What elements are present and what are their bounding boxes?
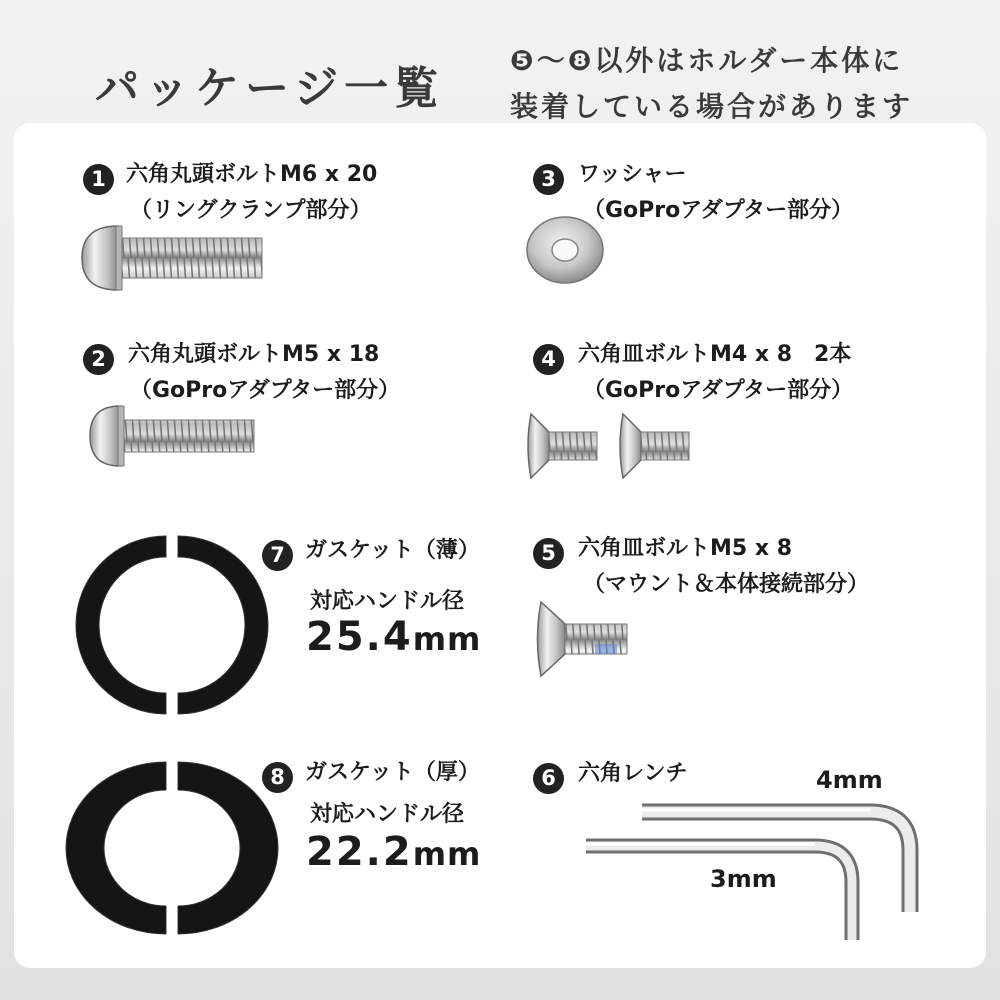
diameter-unit: mm bbox=[412, 620, 482, 658]
item-number-badge: 3 bbox=[533, 164, 564, 195]
item-number-badge: 4 bbox=[533, 344, 564, 375]
washer-icon bbox=[525, 215, 605, 285]
item-number-badge: 6 bbox=[533, 763, 564, 794]
item-label: 六角レンチ bbox=[578, 761, 688, 786]
item-label: 六角丸頭ボルトM5 x 18 bbox=[128, 342, 380, 367]
item-sublabel: （マウント＆本体接続部分） bbox=[583, 572, 870, 597]
item-label: 六角皿ボルトM5 x 8 bbox=[578, 536, 793, 561]
item-label: 六角丸頭ボルトM6 x 20 bbox=[126, 162, 378, 187]
button-head-bolt-icon bbox=[88, 402, 263, 472]
handle-diameter-value bbox=[306, 614, 481, 660]
wrench-size-label: 4mm bbox=[816, 766, 883, 794]
handle-diameter-label: 対応ハンドル径 bbox=[310, 589, 465, 614]
item-number-badge: 1 bbox=[83, 164, 114, 195]
countersunk-bolt-icon bbox=[525, 412, 605, 482]
handle-diameter-value bbox=[306, 829, 481, 875]
diameter-unit: mm bbox=[412, 835, 482, 873]
page-title: パッケージ一覧 bbox=[95, 63, 445, 114]
item-number-badge: 8 bbox=[262, 762, 293, 793]
header-note bbox=[510, 38, 913, 130]
item-number-badge: 7 bbox=[262, 540, 293, 571]
header-note-line2: 装着している場合があります bbox=[510, 90, 914, 123]
item-sublabel: （GoProアダプター部分） bbox=[583, 198, 854, 223]
wrench-size-label: 3mm bbox=[710, 865, 777, 893]
button-head-bolt-icon bbox=[78, 218, 268, 298]
item-label: ワッシャー bbox=[578, 162, 687, 187]
item-number-badge: 2 bbox=[83, 344, 114, 375]
diameter-number: 25.4 bbox=[306, 614, 413, 660]
item-label: ガスケット（薄） bbox=[305, 538, 480, 563]
item-number-badge: 5 bbox=[533, 538, 564, 569]
item-label: 六角皿ボルトM4 x 8 2本 bbox=[578, 342, 852, 367]
countersunk-bolt-icon bbox=[617, 412, 697, 482]
diameter-number: 22.2 bbox=[306, 829, 413, 875]
header-note-line1: ❺〜❽以外はホルダー本体に bbox=[510, 44, 904, 77]
countersunk-bolt-icon bbox=[535, 600, 635, 680]
handle-diameter-label: 対応ハンドル径 bbox=[310, 802, 465, 827]
item-sublabel: （リングクランプ部分） bbox=[130, 198, 372, 223]
item-label: ガスケット（厚） bbox=[305, 760, 480, 785]
gasket-ring-icon bbox=[80, 534, 265, 716]
item-sublabel: （GoProアダプター部分） bbox=[583, 378, 854, 403]
item-sublabel: （GoProアダプター部分） bbox=[130, 378, 401, 403]
gasket-ring-icon bbox=[68, 760, 276, 936]
hex-wrench-icon bbox=[580, 800, 940, 950]
